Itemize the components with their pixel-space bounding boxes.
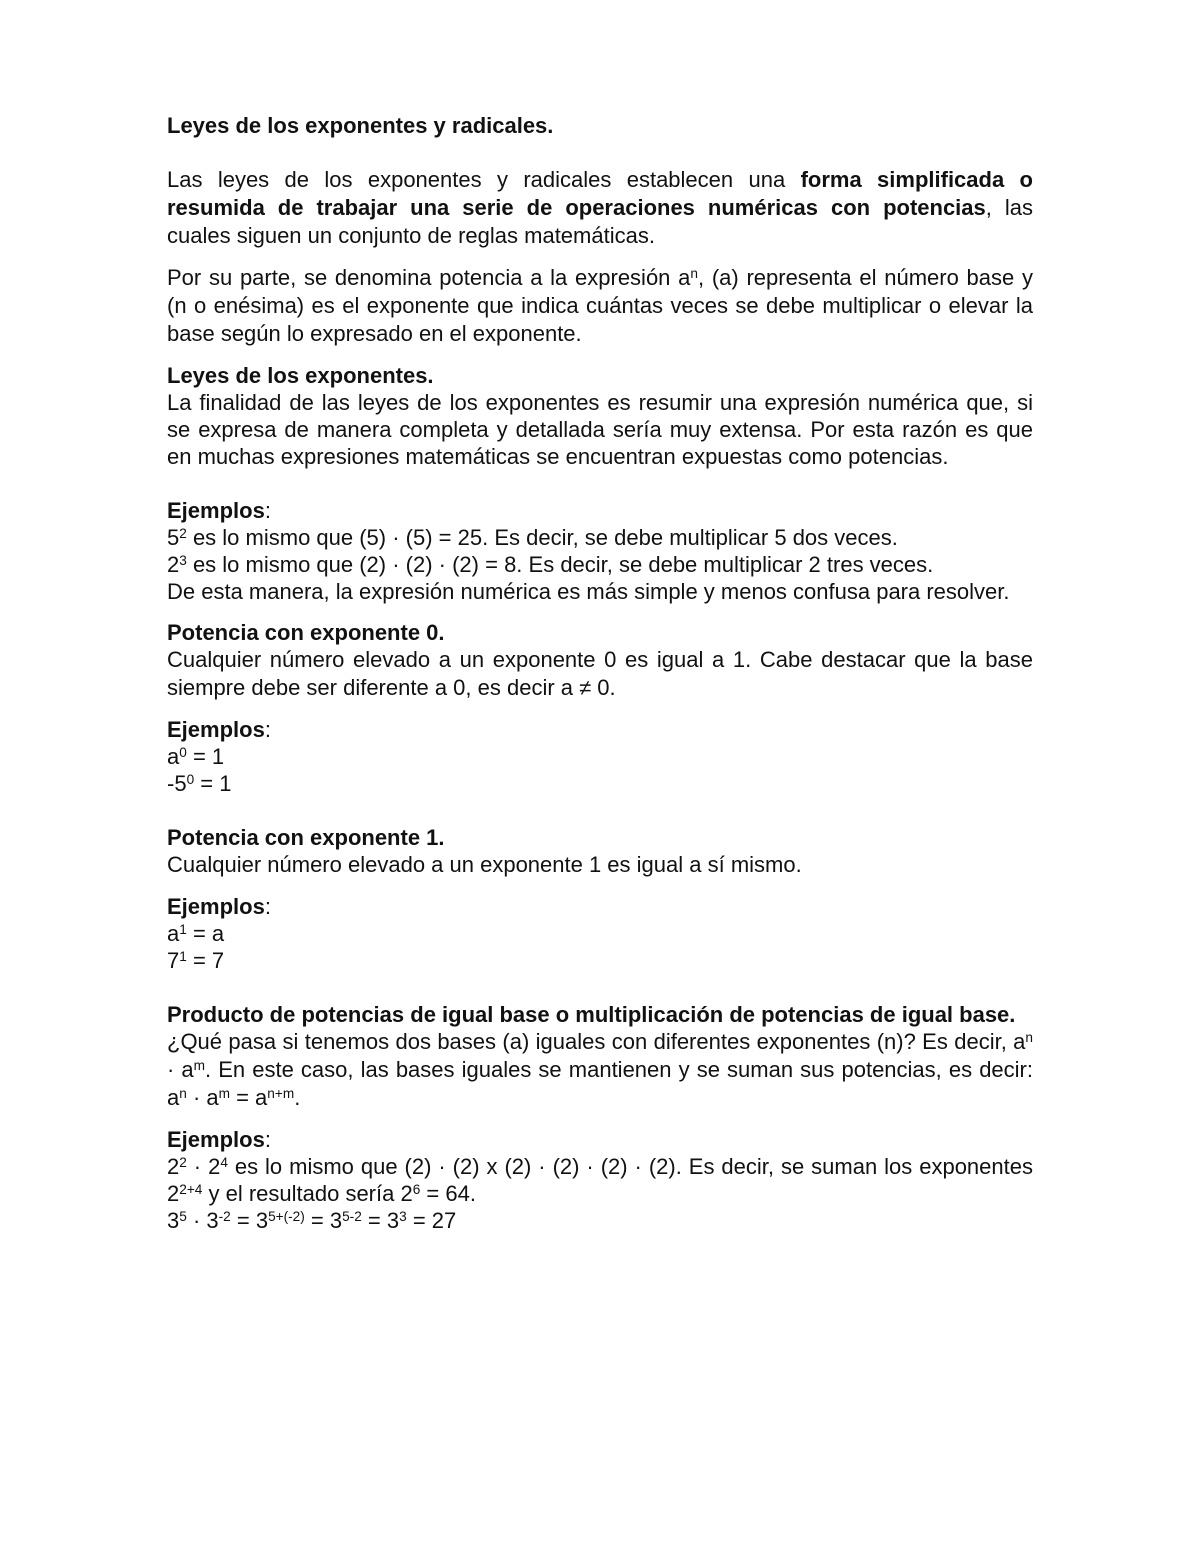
example-text: = 3 [304,1208,343,1233]
base: 3 [167,1208,180,1233]
example-text: = 64. [420,1181,476,1206]
example-text: es lo mismo que (2) · (2) x (2) · (2) · (2) · (2). Es decir, se suman los exponentes 2 [167,1154,1033,1206]
colon: : [264,717,271,742]
exponent: 0 [186,771,195,787]
base: 5 [167,525,180,550]
ejemplos-label [167,716,1033,743]
definition-text-end: , (a) representa el número base y (n o enésima) es el exponente que indica cuántas veces se debe multiplicar o elevar la base según lo expresado en el exponente. [167,265,1033,346]
ejemplos-label-text: Ejemplos [167,717,265,742]
exponent: 2+4 [179,1181,203,1197]
potencia-definition-paragraph [167,264,1033,348]
producto-heading: Producto de potencias de igual base o multiplicación de potencias de igual base. [167,1002,1016,1027]
example-line [167,947,1033,974]
leyes-paragraph: La finalidad de las leyes de los exponentes es resumir una expresión numérica que, si se expresa de manera completa y detallada sería muy extensa. Por esta razón es que en muchas expresiones matemáticas se encuentran expuestas como potencias. [167,390,1033,469]
exponent: m [193,1057,206,1073]
base: 2 [167,552,180,577]
exponent: 2 [179,525,187,541]
exponent: 1 [179,948,187,964]
colon: : [264,498,271,523]
base: -5 [167,771,187,796]
example-text: = a [186,921,225,946]
exponent: 1 [179,921,187,937]
example-text: = 1 [186,744,225,769]
ejemplos-label [167,497,1033,524]
exponent: n [1025,1029,1033,1045]
example-line [167,920,1033,947]
exponent: 3 [179,552,187,568]
exponent: 6 [412,1181,421,1197]
ejemplos-label-text: Ejemplos [167,894,265,919]
example-conclusion: De esta manera, la expresión numérica es más simple y menos confusa para resolver. [167,579,1010,604]
exponent: 4 [220,1154,228,1170]
intro-text: Las leyes de los exponentes y radicales establecen una [167,167,801,192]
example-text: = 3 [230,1208,269,1233]
document-page [167,112,1033,1234]
exponent: 3 [399,1208,407,1224]
document-title: Leyes de los exponentes y radicales. [167,113,554,138]
example-text: = 7 [186,948,225,973]
producto-paragraph [167,1028,1033,1112]
base: 2 [167,1154,180,1179]
producto-text: ¿Qué pasa si tenemos dos bases (a) iguales con diferentes exponentes (n)? Es decir, a [167,1029,1026,1054]
base: a [167,921,180,946]
exponente-0-heading: Potencia con exponente 0. [167,620,445,645]
base: 7 [167,948,180,973]
example-line [167,524,1033,551]
example-text: es lo mismo que (2) · (2) · (2) = 8. Es decir, se debe multiplicar 2 tres veces. [186,552,934,577]
exponent: n [179,1085,187,1101]
example-line [167,743,1033,770]
exponent: 5+(-2) [268,1208,305,1224]
ejemplos-label [167,1126,1033,1153]
intro-bold-text: forma simplificada o resumida de trabajar una serie de operaciones numéricas con potencias [167,167,1033,220]
example-line [167,770,1033,797]
exponent: n+m [267,1085,295,1101]
example-line [167,1153,1033,1207]
exponent: 5-2 [342,1208,362,1224]
example-text: · 2 [186,1154,221,1179]
leyes-heading: Leyes de los exponentes. [167,363,434,388]
base: a [167,744,180,769]
exponente-1-paragraph: Cualquier número elevado a un exponente 1 es igual a sí mismo. [167,852,802,877]
exponent: 2 [179,1154,187,1170]
example-text: · 3 [186,1208,219,1233]
producto-text: · a [186,1085,219,1110]
example-text: = 3 [361,1208,400,1233]
example-text: es lo mismo que (5) · (5) = 25. Es decir, se debe multiplicar 5 dos veces. [186,525,898,550]
exponent: -2 [218,1208,231,1224]
definition-text: Por su parte, se denomina potencia a la expresión a [167,265,691,290]
ejemplos-label-text: Ejemplos [167,1127,265,1152]
exponent: 5 [179,1208,187,1224]
exponente-1-heading: Potencia con exponente 1. [167,825,445,850]
intro-paragraph [167,166,1033,250]
producto-text: . [294,1085,301,1110]
intro-text-end: , las cuales siguen un conjunto de reglas matemáticas. [167,195,1033,248]
example-text: y el resultado sería 2 [202,1181,413,1206]
exponent: n [690,265,698,281]
producto-text: = a [229,1085,268,1110]
ejemplos-label [167,893,1033,920]
exponent: 0 [179,744,187,760]
ejemplos-label-text: Ejemplos [167,498,265,523]
producto-text: · a [167,1057,194,1082]
colon: : [264,894,271,919]
colon: : [264,1127,271,1152]
example-text: = 1 [194,771,232,796]
example-text: = 27 [406,1208,457,1233]
exponente-0-paragraph: Cualquier número elevado a un exponente 0 es igual a 1. Cabe destacar que la base siempre debe ser diferente a 0, es decir a ≠ 0. [167,647,1033,700]
exponent: m [218,1085,230,1101]
producto-text: . En este caso, las bases iguales se mantienen y se suman sus potencias, es decir: a [167,1057,1033,1110]
example-line [167,1207,1033,1234]
example-line [167,551,1033,578]
